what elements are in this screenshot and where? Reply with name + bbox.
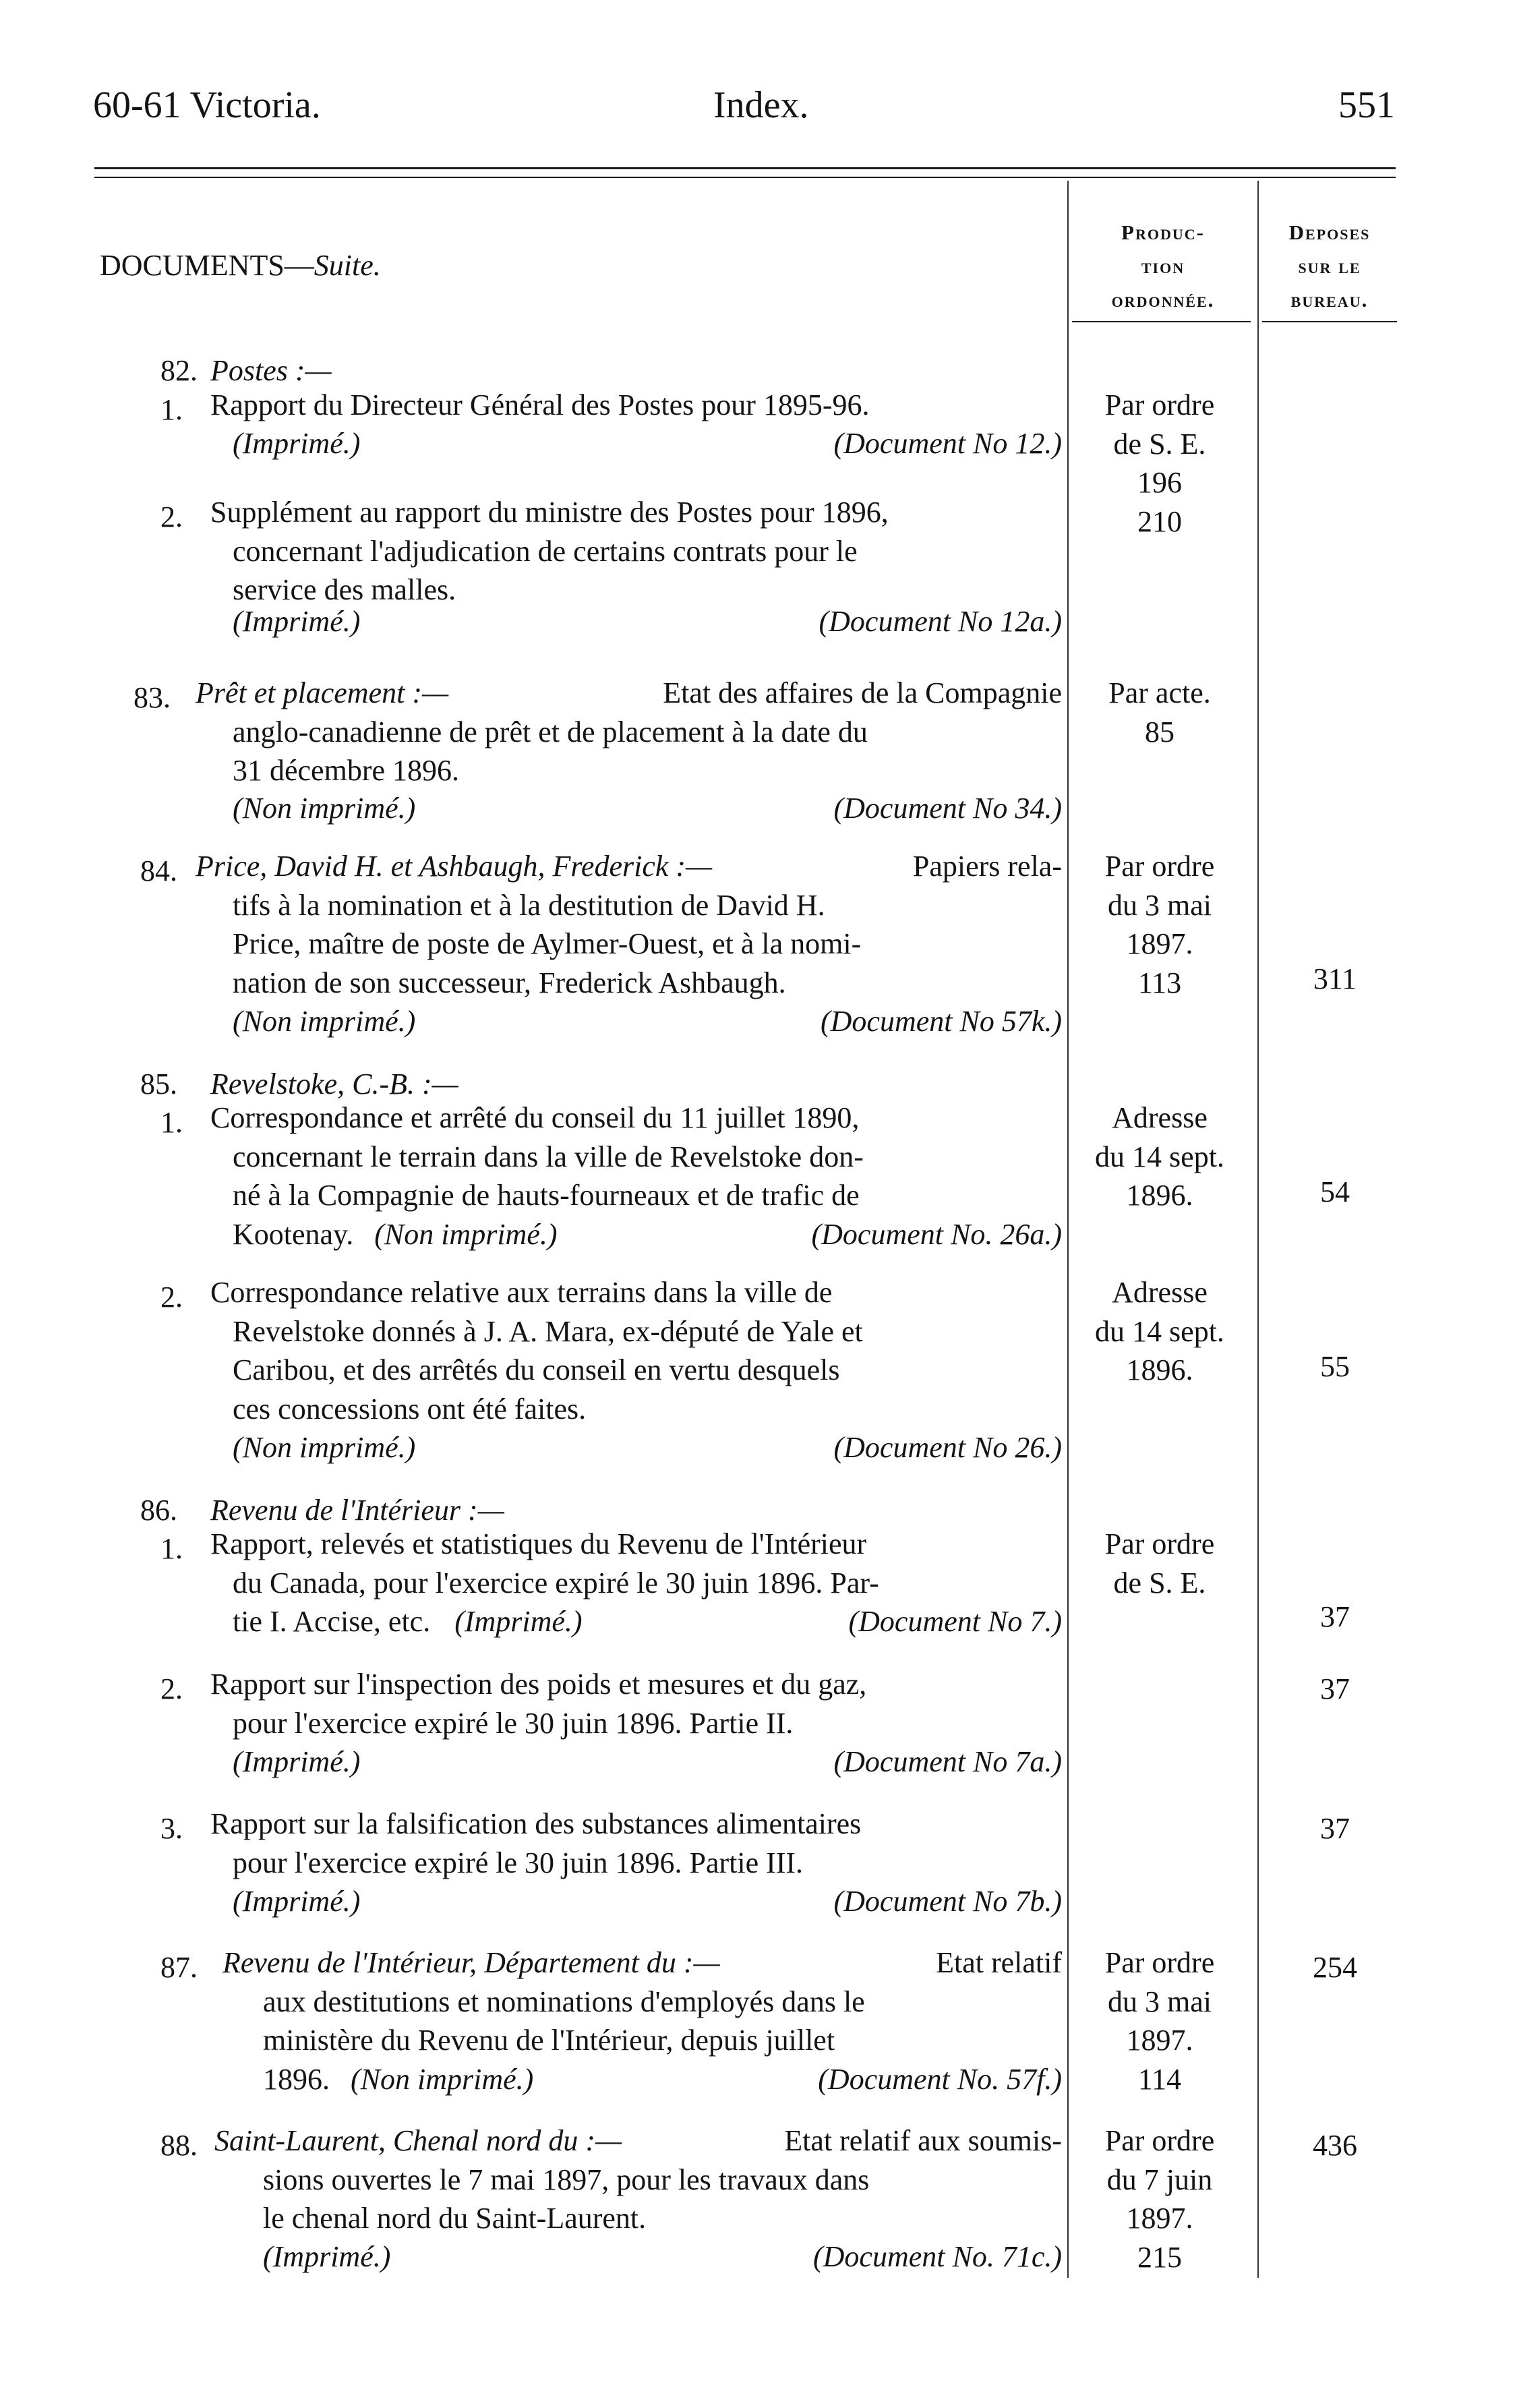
entry-number: 84. — [140, 854, 177, 887]
print-status: (Non imprimé.) — [374, 1217, 558, 1251]
column-divider-left — [1067, 181, 1069, 2278]
print-status: (Non imprimé.) — [233, 792, 416, 825]
subentry-number: 2. — [160, 1281, 183, 1314]
entry-text-line: aux destitutions et nominations d'employés dans le — [263, 1985, 865, 2018]
entry-text-line: Price, maître de poste de Aylmer-Ouest, et à la nomi- — [233, 927, 862, 960]
entry-title: Saint-Laurent, Chenal nord du :— — [214, 2124, 622, 2157]
production-line: Par acte. — [1108, 676, 1211, 709]
deposes-heading-line: Deposes — [1288, 221, 1371, 244]
column-heading-production — [1072, 216, 1254, 317]
document-number: (Document No 26.) — [833, 1431, 1062, 1464]
production-line: du 14 sept. — [1095, 1314, 1224, 1348]
entry-last-line — [210, 1602, 1062, 1641]
entry-first-line — [196, 674, 1062, 713]
production-order — [1072, 1273, 1247, 1390]
production-order — [1072, 847, 1247, 1002]
print-status: (Imprimé.) — [454, 1605, 583, 1638]
entry-text — [210, 493, 1062, 610]
entry-text-line: anglo-canadienne de prêt et de placement à la date du — [233, 715, 868, 748]
production-line: du 3 mai — [1108, 888, 1212, 922]
print-status: (Imprimé.) — [263, 2240, 391, 2273]
entry-number: 87. — [160, 1951, 198, 1984]
entry-last-line — [222, 2060, 1062, 2099]
entry-text-line: né à la Compagnie de hauts-fourneaux et de trafic de — [233, 1179, 860, 1212]
document-number: (Document No. 71c.) — [812, 2240, 1062, 2273]
deposes-heading-rule — [1262, 321, 1397, 322]
production-line: Adresse — [1112, 1101, 1208, 1134]
production-line: Par ordre — [1104, 1946, 1215, 1979]
print-status: (Imprimé.) — [233, 1745, 361, 1778]
production-line: 1896. — [1126, 1179, 1193, 1212]
deposit-page: 436 — [1313, 2129, 1357, 2162]
deposit-page: 54 — [1320, 1175, 1350, 1208]
entry-text-line: service des malles. — [233, 573, 456, 606]
document-reference-row — [233, 1882, 1062, 1921]
production-line: 1897. — [1126, 927, 1193, 960]
section-title-text: DOCUMENTS— — [100, 249, 314, 282]
print-status: (Imprimé.) — [233, 1885, 361, 1918]
entry-text — [210, 1525, 1062, 1641]
production-line: 1897. — [1126, 2024, 1193, 2057]
print-status: (Imprimé.) — [233, 605, 361, 638]
production-line: 210 — [1137, 504, 1182, 538]
production-order — [1072, 386, 1247, 541]
print-status: (Non imprimé.) — [351, 2062, 534, 2096]
production-line: 1896. — [1126, 1353, 1193, 1386]
production-line: 215 — [1137, 2240, 1182, 2274]
subentry-number: 3. — [160, 1812, 183, 1845]
section-suite: Suite. — [314, 249, 381, 282]
entry-text-line: ces concessions ont été faites. — [233, 1392, 587, 1426]
section-title — [100, 248, 381, 283]
production-heading-rule — [1072, 321, 1251, 322]
entry-first-line — [214, 2121, 1062, 2161]
running-head-left: 60-61 Victoria. — [93, 84, 321, 126]
deposit-page: 37 — [1320, 1812, 1350, 1845]
document-reference-row — [233, 424, 1062, 463]
production-line: Par ordre — [1104, 388, 1215, 421]
document-number: (Document No 12.) — [833, 427, 1062, 460]
document-reference-row — [233, 602, 1062, 641]
entry-text-line: pour l'exercice expiré le 30 juin 1896. Partie III. — [233, 1846, 804, 1879]
entry-text-line: Revelstoke donnés à J. A. Mara, ex-député de Yale et — [233, 1314, 863, 1348]
entry-text-line: pour l'exercice expiré le 30 juin 1896. Partie II. — [233, 1706, 794, 1740]
production-order — [1072, 2121, 1247, 2277]
document-number: (Document No 57k.) — [820, 1005, 1062, 1038]
document-number: (Document No. 26a.) — [811, 1217, 1062, 1251]
production-line: Par ordre — [1104, 1527, 1215, 1560]
entry-text-line: concernant le terrain dans la ville de Revelstoke don- — [233, 1140, 864, 1173]
column-divider-right — [1257, 181, 1259, 2278]
entry-title: Revenu de l'Intérieur :— — [210, 1494, 504, 1527]
production-line: du 14 sept. — [1095, 1140, 1224, 1173]
entry-text-line: Caribou, et des arrêtés du conseil en vertu desquels — [233, 1353, 840, 1386]
entry-title: Prêt et placement :— — [196, 676, 449, 709]
production-line: Adresse — [1112, 1276, 1208, 1309]
entry-text-line: 1896. — [263, 2062, 330, 2096]
entry-title: Postes :— — [210, 354, 332, 387]
production-order — [1072, 1525, 1247, 1602]
production-line: Par ordre — [1104, 2124, 1215, 2157]
production-line: du 3 mai — [1108, 1985, 1212, 2018]
entry-text-line: nation de son successeur, Frederick Ashbaugh. — [233, 966, 786, 999]
entry-text — [196, 674, 1062, 790]
document-reference-row — [233, 1428, 1062, 1467]
document-number: (Document No 34.) — [833, 792, 1062, 825]
entry-text — [210, 386, 1062, 425]
entry-text-line: 31 décembre 1896. — [233, 754, 459, 787]
production-line: 196 — [1137, 466, 1182, 499]
document-reference-row — [263, 2237, 1062, 2277]
print-status: (Non imprimé.) — [233, 1431, 416, 1464]
subentry-number: 1. — [160, 1532, 183, 1565]
entry-text-line: concernant l'adjudication de certains contrats pour le — [233, 534, 858, 568]
column-heading-deposes — [1262, 216, 1397, 317]
running-head-center: Index. — [713, 84, 809, 126]
production-line: de S. E. — [1113, 1566, 1206, 1599]
entry-text — [210, 1804, 1062, 1882]
deposit-page: 37 — [1320, 1672, 1350, 1705]
subentry-number: 2. — [160, 500, 183, 533]
entry-text-line: Supplément au rapport du ministre des Postes pour 1896, — [210, 496, 889, 529]
entry-text — [210, 1665, 1062, 1742]
entry-number: 83. — [133, 681, 171, 714]
production-line: 114 — [1137, 2062, 1182, 2096]
entry-text-line: Rapport sur l'inspection des poids et mesures et du gaz, — [210, 1668, 867, 1701]
production-order — [1072, 1943, 1247, 2098]
entry-text-line: Rapport, relevés et statistiques du Revenu de l'Intérieur — [210, 1527, 867, 1560]
entry-title: Revelstoke, C.-B. :— — [210, 1067, 458, 1100]
header-rule-thin — [94, 177, 1396, 178]
entry-text-line: Kootenay. — [233, 1217, 354, 1251]
entry-text-line: sions ouvertes le 7 mai 1897, pour les travaux dans — [263, 2163, 870, 2196]
entry-first-line — [196, 847, 1062, 886]
production-order — [1072, 1098, 1247, 1215]
entry-text-line: tie I. Accise, etc. — [233, 1605, 431, 1638]
subentry-number: 1. — [160, 1106, 183, 1139]
entry-text-line: Rapport du Directeur Général des Postes pour 1895-96. — [210, 388, 870, 421]
deposit-page: 55 — [1320, 1350, 1350, 1383]
header-rule — [94, 167, 1396, 169]
print-status: (Non imprimé.) — [233, 1005, 416, 1038]
entry-text-line: Etat des affaires de la Compagnie — [663, 676, 1062, 709]
entry-title: Revenu de l'Intérieur, Département du :— — [222, 1946, 720, 1979]
entry-text — [222, 1943, 1062, 2098]
deposit-page: 254 — [1313, 1951, 1357, 1984]
entry-text-line: tifs à la nomination et à la destitution de David H. — [233, 888, 825, 922]
entry-number: 82. — [160, 354, 198, 387]
print-status: (Imprimé.) — [233, 427, 361, 460]
production-heading-line: ordonnée. — [1111, 288, 1215, 312]
entry-last-line — [210, 1215, 1062, 1254]
production-line: du 7 juin — [1106, 2163, 1213, 2196]
deposes-heading-line: bureau. — [1290, 288, 1369, 312]
production-line: Par ordre — [1104, 850, 1215, 883]
production-heading-line: tion — [1141, 254, 1185, 278]
production-line: 85 — [1145, 715, 1174, 748]
entry-text-line: Papiers rela- — [912, 850, 1062, 883]
deposit-page: 311 — [1313, 962, 1357, 995]
document-reference-row — [233, 1742, 1062, 1782]
subentry-number: 2. — [160, 1672, 183, 1705]
deposit-page: 37 — [1320, 1600, 1350, 1633]
production-line: de S. E. — [1113, 427, 1206, 461]
entry-text-line: Correspondance et arrêté du conseil du 11 juillet 1890, — [210, 1101, 860, 1134]
entry-text — [210, 1273, 1062, 1428]
document-number: (Document No 12a.) — [819, 605, 1062, 638]
entry-text-line: ministère du Revenu de l'Intérieur, depuis juillet — [263, 2024, 835, 2057]
entry-text-line: Rapport sur la falsification des substances alimentaires — [210, 1807, 862, 1840]
entry-number: 85. — [140, 1067, 177, 1100]
production-line: 113 — [1137, 966, 1182, 999]
entry-text — [196, 847, 1062, 1002]
document-reference-row — [233, 789, 1062, 828]
entry-text-line: le chenal nord du Saint-Laurent. — [263, 2202, 647, 2235]
entry-text — [210, 1098, 1062, 1254]
entry-number: 86. — [140, 1494, 177, 1527]
page-number: 551 — [1338, 84, 1395, 126]
entry-text-line: Correspondance relative aux terrains dans la ville de — [210, 1276, 833, 1309]
document-number: (Document No. 57f.) — [818, 2062, 1062, 2096]
entry-first-line — [222, 1943, 1062, 1983]
document-number: (Document No 7a.) — [833, 1745, 1062, 1778]
production-heading-line: Produc- — [1121, 221, 1205, 244]
document-reference-row — [233, 1002, 1062, 1041]
deposes-heading-line: sur le — [1298, 254, 1361, 278]
entry-text-line: du Canada, pour l'exercice expiré le 30 juin 1896. Par- — [233, 1566, 879, 1599]
subentry-number: 1. — [160, 393, 183, 426]
entry-text — [214, 2121, 1062, 2238]
document-number: (Document No 7b.) — [833, 1885, 1062, 1918]
production-order — [1072, 674, 1247, 751]
entry-text-line: Etat relatif — [936, 1946, 1062, 1979]
entry-number: 88. — [160, 2129, 198, 2162]
document-number: (Document No 7.) — [848, 1605, 1062, 1638]
entry-text-line: Etat relatif aux soumis- — [784, 2124, 1062, 2157]
production-line: 1897. — [1126, 2202, 1193, 2235]
entry-title: Price, David H. et Ashbaugh, Frederick :— — [196, 850, 713, 883]
